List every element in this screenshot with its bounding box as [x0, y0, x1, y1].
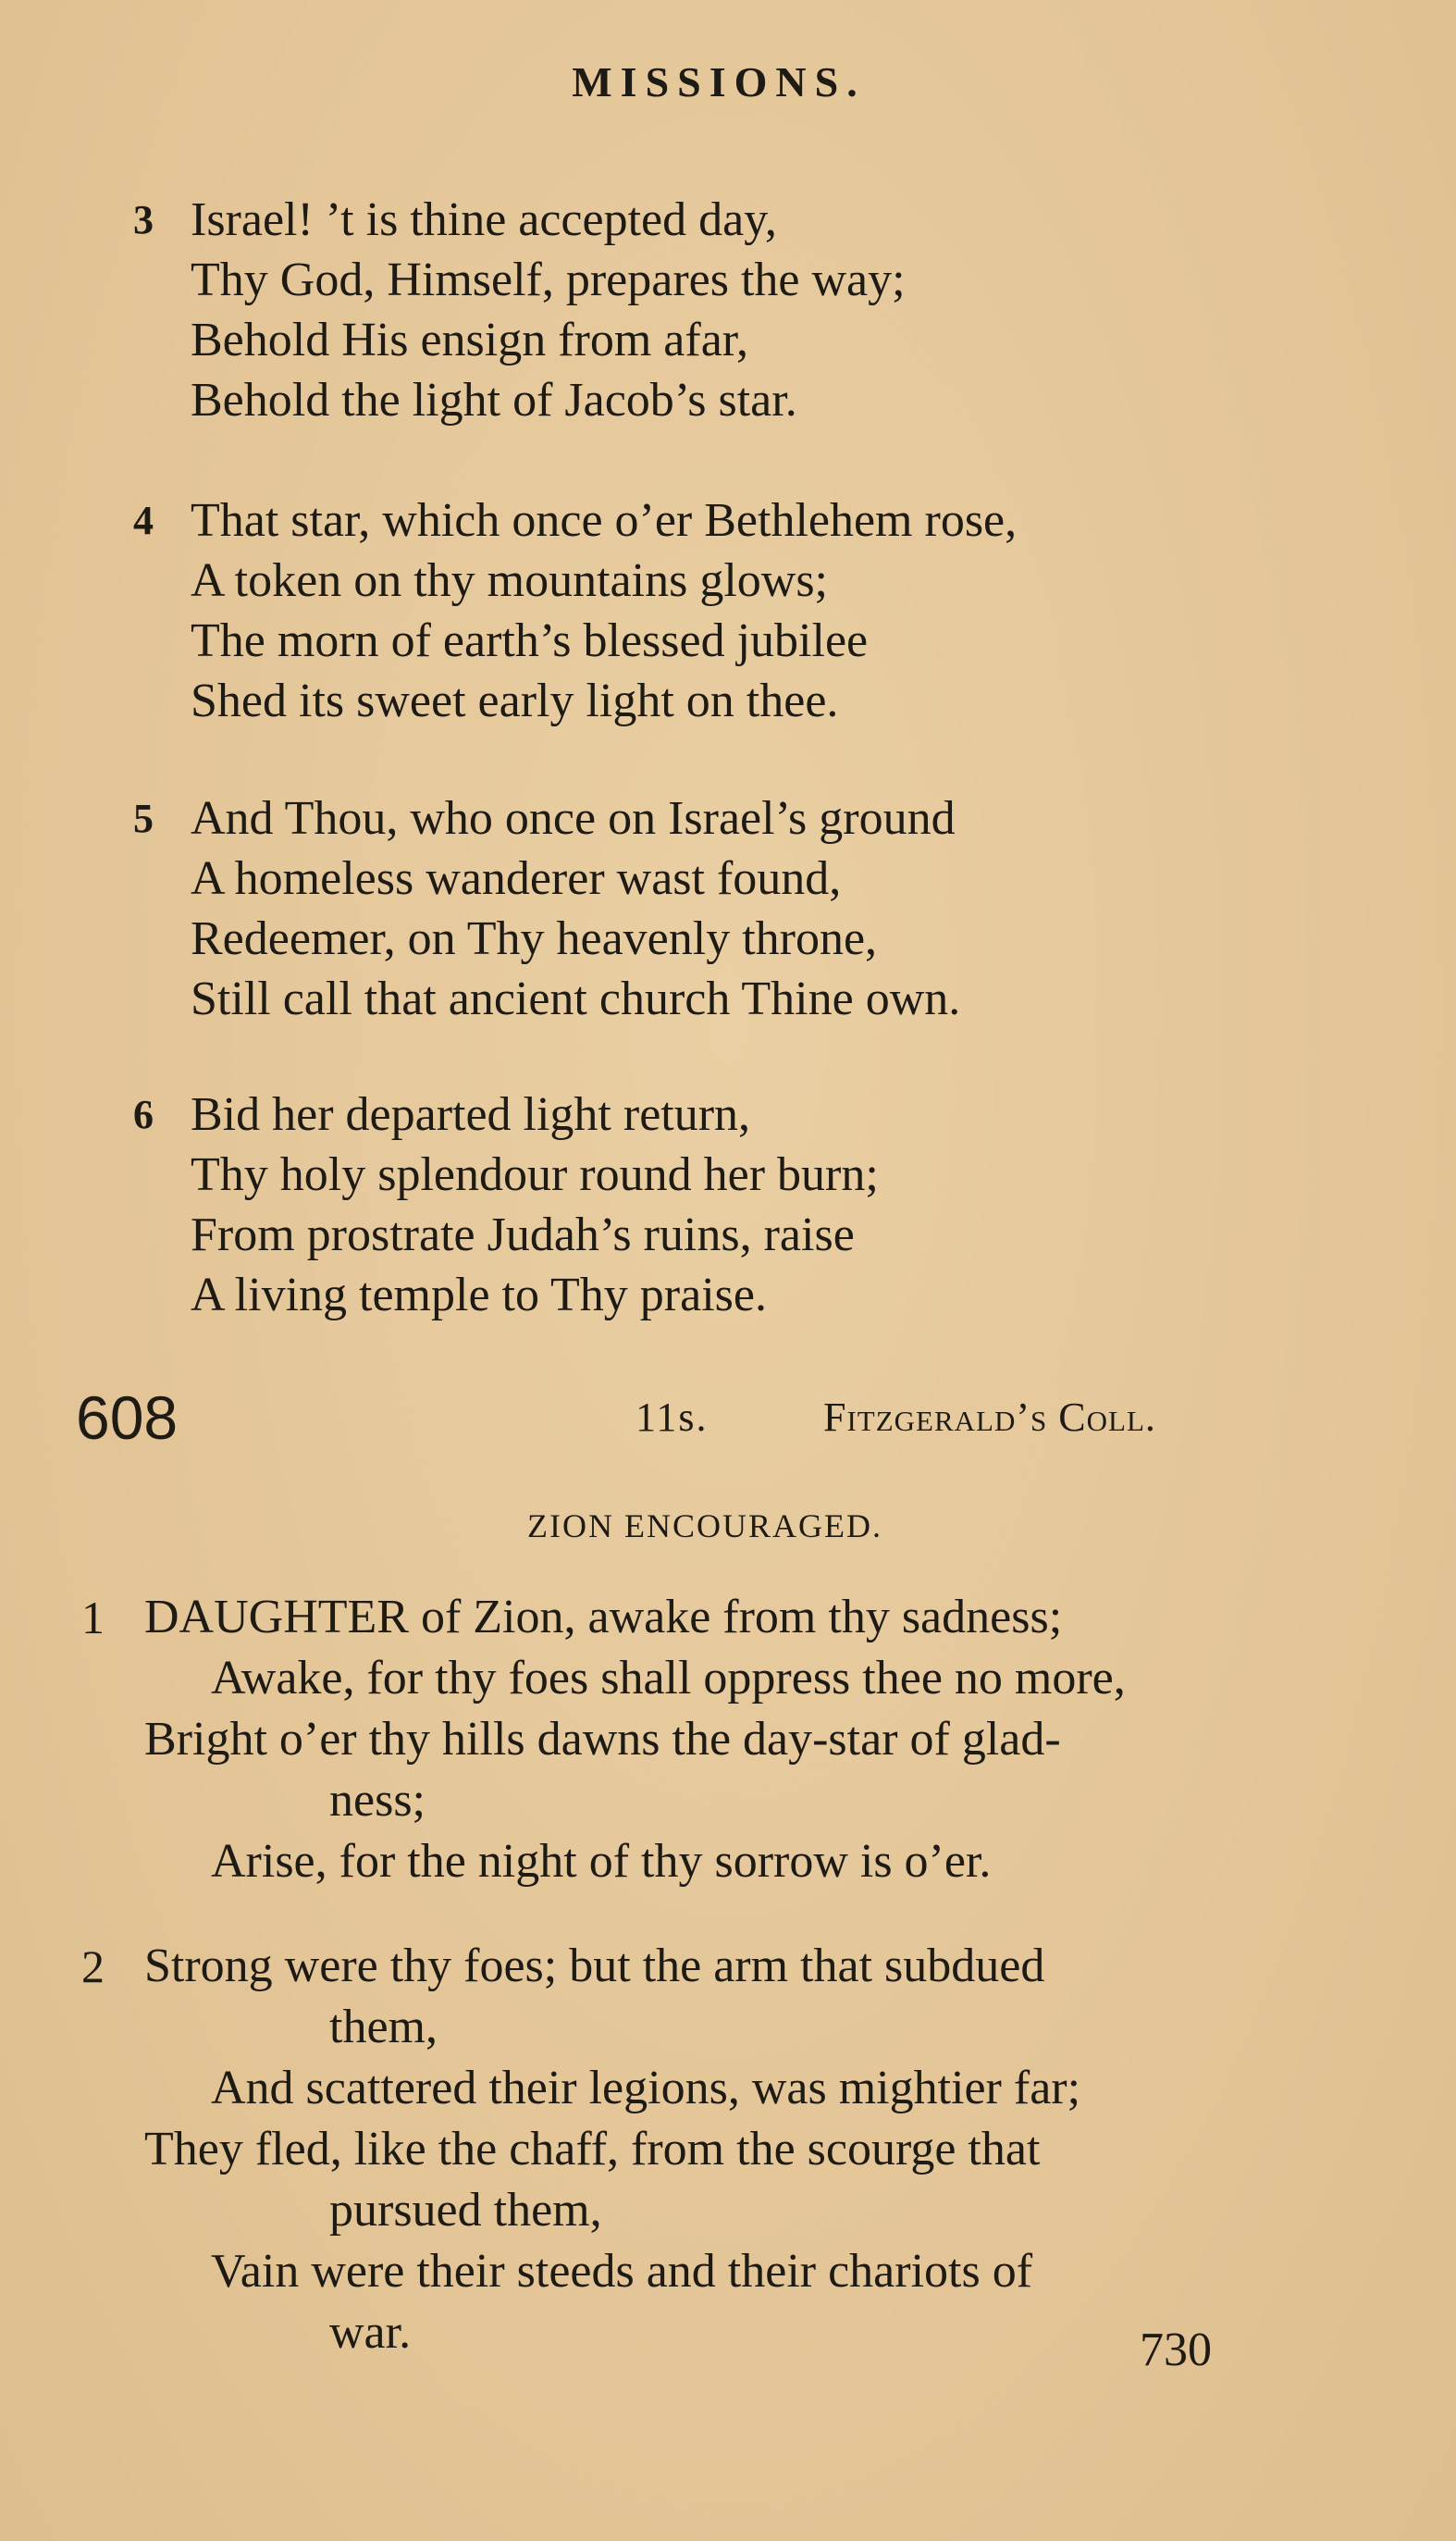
verse-line: [74, 1936, 1080, 1997]
line-text: Arise, for the night of thy sorrow is o’er.: [211, 1835, 992, 1888]
line-text: Thy holy splendour round her burn;: [191, 1148, 879, 1201]
verse-line: [74, 1831, 1126, 1892]
line-text: And scattered their legions, was mightier far;: [211, 2062, 1081, 2114]
verse-line: [130, 370, 906, 430]
running-head-text: MISSIONS.: [572, 58, 866, 105]
verse-line: [74, 2119, 1080, 2180]
verse-number: 4: [133, 498, 154, 543]
verse-line: [130, 310, 906, 370]
line-text: war.: [329, 2306, 412, 2359]
stanza-4: [130, 490, 1017, 731]
verse-line: [74, 1587, 1126, 1648]
verse-line: [130, 909, 960, 969]
line-text: Israel! ’t is thine accepted day,: [191, 193, 777, 246]
hymn-meter: 11s.: [635, 1394, 709, 1440]
verse-line: [130, 1145, 879, 1205]
line-text: Bid her departed light return,: [191, 1088, 751, 1141]
line-text: Vain were their steeds and their chariots of: [211, 2245, 1033, 2298]
hymn-number: 608: [76, 1383, 179, 1452]
verse-line: [74, 2302, 1080, 2363]
verse-line: [130, 490, 1017, 551]
verse-number: 2: [81, 1940, 105, 1992]
line-text: DAUGHTER of Zion, awake from thy sadness;: [144, 1591, 1063, 1643]
line-text: Behold His ensign from afar,: [191, 314, 749, 366]
line-text: them,: [329, 2001, 438, 2053]
page-number: 730: [1140, 2324, 1212, 2376]
verse-line: [74, 1709, 1126, 1770]
line-text: A living temple to Thy praise.: [191, 1269, 767, 1321]
verse-number: 5: [133, 796, 154, 841]
verse-line: [74, 1997, 1080, 2058]
verse-line: [130, 1265, 879, 1325]
running-head: [0, 57, 1456, 106]
verse-line: [74, 2241, 1080, 2302]
hymn-title: [0, 1506, 1456, 1545]
stanza-5: [130, 788, 960, 1029]
line-text: Awake, for thy foes shall oppress thee no more,: [211, 1652, 1126, 1704]
line-text: Thy God, Himself, prepares the way;: [191, 254, 906, 306]
verse-line: [130, 671, 1017, 731]
verse-line: [74, 1770, 1126, 1831]
verse-line: [74, 2180, 1080, 2241]
verse-number: 6: [133, 1092, 154, 1137]
verse-line: [130, 250, 906, 310]
line-text: pursued them,: [329, 2184, 602, 2237]
verse-line: [130, 611, 1017, 671]
verse-number: 1: [81, 1592, 105, 1643]
line-text: Bright o’er thy hills dawns the day-star of glad-: [144, 1713, 1061, 1766]
verse-line: [130, 190, 906, 250]
hymn-608-stanza-2: [74, 1936, 1080, 2363]
verse-line: [130, 1205, 879, 1265]
line-text: And Thou, who once on Israel’s ground: [191, 792, 956, 845]
line-text: Still call that ancient church Thine own.: [191, 973, 961, 1025]
verse-line: [74, 1648, 1126, 1709]
verse-line: [130, 788, 960, 849]
line-text: They fled, like the chaff, from the scourge that: [144, 2123, 1041, 2175]
line-text: The morn of earth’s blessed jubilee: [191, 614, 869, 667]
line-text: A token on thy mountains glows;: [191, 554, 828, 607]
line-text: Shed its sweet early light on thee.: [191, 675, 839, 727]
hymn-title-text: ZION ENCOURAGED.: [527, 1507, 882, 1544]
stanza-3: [130, 190, 906, 430]
verse-line: [130, 969, 960, 1029]
hymn-header: [76, 1381, 1362, 1455]
verse-line: [74, 2058, 1080, 2119]
line-text: Redeemer, on Thy heavenly throne,: [191, 912, 878, 965]
line-text: That star, which once o’er Bethlehem rose,: [191, 494, 1018, 547]
verse-line: [130, 1085, 879, 1145]
verse-number: 3: [133, 197, 154, 242]
line-text: A homeless wanderer wast found,: [191, 852, 842, 905]
hymn-source: Fitzgerald’s Coll.: [823, 1394, 1156, 1440]
hymn-608-stanza-1: [74, 1587, 1126, 1892]
line-text: From prostrate Judah’s ruins, raise: [191, 1209, 855, 1261]
line-text: Strong were thy foes; but the arm that subdued: [144, 1940, 1045, 1992]
verse-line: [130, 551, 1017, 611]
line-text: Behold the light of Jacob’s star.: [191, 374, 797, 427]
verse-line: [130, 849, 960, 909]
line-text: ness;: [329, 1774, 426, 1827]
stanza-6: [130, 1085, 879, 1325]
